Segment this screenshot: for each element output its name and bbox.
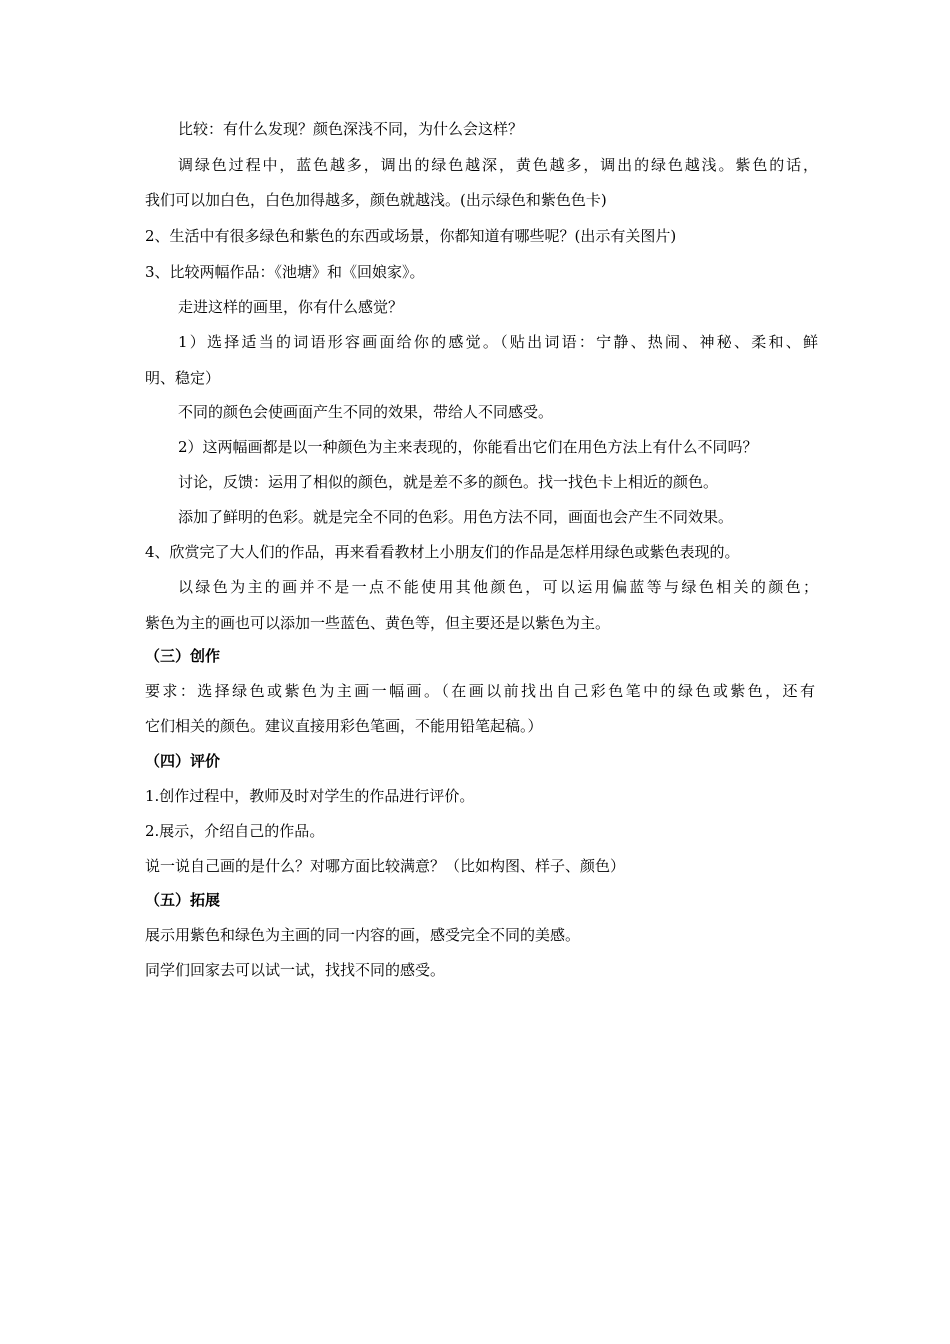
paragraph-green-dominant-2: 紫色为主的画也可以添加一些蓝色、黄色等，但主要还是以紫色为主。 — [145, 614, 611, 632]
section-heading-extend: （五）拓展 — [145, 891, 221, 909]
list-item-3-compare-works: 3、比较两幅作品：《池塘》和《回娘家》。 — [145, 263, 425, 281]
list-item-evaluate-1: 1.创作过程中，教师及时对学生的作品进行评价。 — [145, 787, 475, 805]
paragraph-show-paintings: 展示用紫色和绿色为主画的同一内容的画，感受完全不同的美感。 — [145, 926, 581, 944]
paragraph-requirement-1: 要求：选择绿色或紫色为主画一幅画。（在画以前找出自己彩色笔中的绿色或紫色，还有 — [145, 682, 815, 700]
paragraph-mixing-green-2: 我们可以加白色，白色加得越多，颜色就越浅。(出示绿色和紫色色卡) — [145, 191, 607, 209]
paragraph-discussion-feedback: 讨论，反馈：运用了相似的颜色，就是差不多的颜色。找一找色卡上相近的颜色。 — [178, 473, 719, 491]
section-heading-evaluate: （四）评价 — [145, 752, 221, 770]
paragraph-different-effects: 不同的颜色会使画面产生不同的效果，带给人不同感受。 — [178, 403, 554, 421]
paragraph-mixing-green-1: 调绿色过程中，蓝色越多，调出的绿色越深，黄色越多，调出的绿色越浅。紫色的话， — [178, 156, 818, 174]
paragraph-bright-colors: 添加了鲜明的色彩。就是完全不同的色彩。用色方法不同，画面也会产生不同效果。 — [178, 508, 734, 526]
paragraph-choose-words-2: 明、稳定） — [145, 369, 221, 387]
paragraph-green-dominant-1: 以绿色为主的画并不是一点不能使用其他颜色，可以运用偏蓝等与绿色相关的颜色； — [178, 578, 818, 596]
paragraph-choose-words-1: 1）选择适当的词语形容画面给你的感觉。（贴出词语：宁静、热闹、神秘、柔和、鲜 — [178, 333, 818, 351]
section-heading-create: （三）创作 — [145, 647, 221, 665]
paragraph-compare: 比较：有什么发现？颜色深浅不同，为什么会这样？ — [178, 120, 524, 138]
list-item-2-life-examples: 2、生活中有很多绿色和紫色的东西或场景，你都知道有哪些呢？(出示有关图片) — [145, 227, 677, 245]
paragraph-feelings-question: 走进这样的画里，你有什么感觉？ — [178, 298, 404, 316]
paragraph-talk-about-work: 说一说自己画的是什么？对哪方面比较满意？（比如构图、样子、颜色） — [145, 857, 626, 875]
paragraph-color-method-question: 2）这两幅画都是以一种颜色为主来表现的，你能看出它们在用色方法上有什么不同吗？ — [178, 438, 758, 456]
list-item-evaluate-2: 2.展示，介绍自己的作品。 — [145, 822, 325, 840]
paragraph-try-at-home: 同学们回家去可以试一试，找找不同的感受。 — [145, 961, 446, 979]
list-item-4-textbook-works: 4、欣赏完了大人们的作品，再来看看教材上小朋友们的作品是怎样用绿色或紫色表现的。 — [145, 543, 740, 561]
paragraph-requirement-2: 它们相关的颜色。建议直接用彩色笔画，不能用铅笔起稿。） — [145, 717, 543, 735]
